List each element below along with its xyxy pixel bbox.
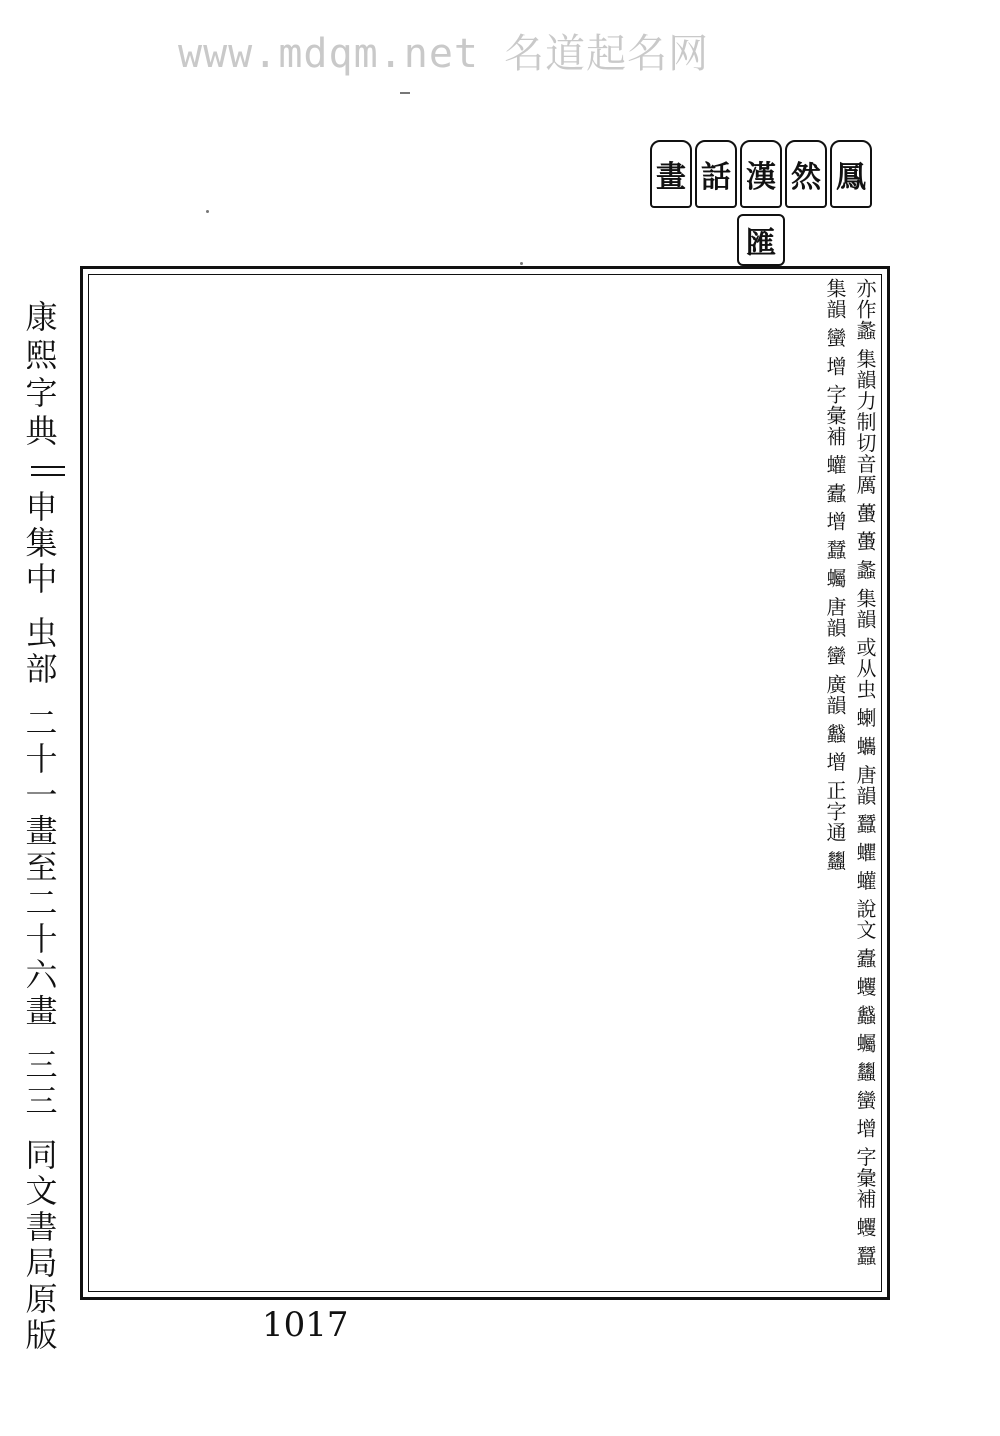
seal-char: 漢 <box>740 140 782 208</box>
seal-char-bottom: 匯 <box>737 214 785 266</box>
stroke-range: 二十一畫至二十六畫 <box>20 706 59 1030</box>
speck <box>206 210 209 213</box>
dictionary-entries: 亦作蠡 集韻力制切音厲 蠆 蠆 蠡 集韻 或从虫 蝲 蠵 唐韻 蠶 蠷 蠸 說文 蠹 蠼 蠽 蠾 蠿 蠻 增 字彙補 蠼 蠶 集韻 蠻 增 字彙補 蠸 蠹 增 蠺 蠾 唐韻 蠻 廣韻 蠽 增 正字通 蠿 <box>823 278 877 1267</box>
seal-char: 鳳 <box>830 140 872 208</box>
page-number: 1017 <box>262 1305 349 1345</box>
watermark: www.mdqm.net 名道起名网 <box>178 31 710 77</box>
speck <box>400 92 410 94</box>
collection-label: 申集中 <box>20 490 59 598</box>
speck <box>520 262 523 265</box>
seal-top-row <box>650 140 872 208</box>
double-rule <box>31 466 65 476</box>
seal-char: 畫 <box>650 140 692 208</box>
publisher-label: 同文書局原版 <box>20 1138 59 1354</box>
leaf-number: 三三 <box>20 1048 59 1120</box>
seal-char: 然 <box>785 140 827 208</box>
title-seal <box>650 140 872 265</box>
margin-column <box>20 300 68 1354</box>
book-title: 康熙字典 <box>20 300 59 452</box>
section-label: 虫部 <box>20 616 59 688</box>
seal-char: 話 <box>695 140 737 208</box>
